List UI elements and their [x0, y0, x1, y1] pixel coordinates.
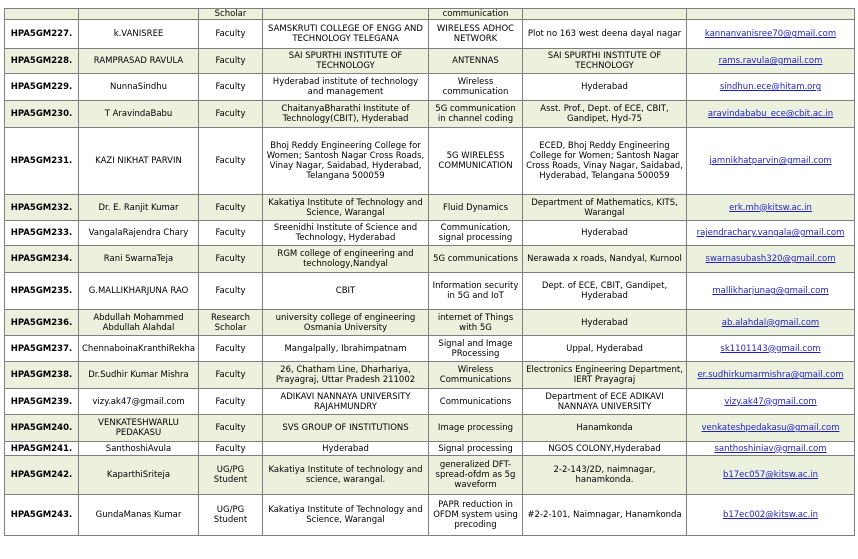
participant-email[interactable]: mallikharjunag@gmail.com — [687, 273, 855, 310]
participant-address: Electronics Engineering Department, IERT Prayagraj — [523, 362, 687, 389]
participant-email[interactable]: kannanvanisree70@gmail.com — [687, 20, 855, 49]
participant-designation: UG/PG Student — [199, 456, 263, 495]
participant-designation: Scholar — [199, 9, 263, 20]
participant-designation: Faculty — [199, 20, 263, 49]
participant-email[interactable]: sk1101143@gmail.com — [687, 336, 855, 362]
participant-email[interactable]: b17ec057@kitsw.ac.in — [687, 456, 855, 495]
participant-address: Plot no 163 west deena dayal nagar — [523, 20, 687, 49]
participant-id: HPA5GM227. — [5, 20, 79, 49]
participant-institution: SAMSKRUTI COLLEGE OF ENGG AND TECHNOLOGY TELEGANA — [263, 20, 429, 49]
participant-name: T AravindaBabu — [79, 101, 199, 128]
participant-institution: Kakatiya Institute of Technology and Science, Warangal — [263, 195, 429, 221]
participant-email[interactable]: b17ec002@kitsw.ac.in — [687, 495, 855, 536]
participant-id: HPA5GM233. — [5, 221, 79, 246]
participant-id: HPA5GM232. — [5, 195, 79, 221]
participant-email[interactable]: vizy.ak47@gmail.com — [687, 389, 855, 415]
participant-name: Dr. E. Ranjit Kumar — [79, 195, 199, 221]
participant-id: HPA5GM231. — [5, 128, 79, 195]
participant-institution: SVS GROUP OF INSTITUTIONS — [263, 415, 429, 442]
participant-institution: Mangalpally, Ibrahimpatnam — [263, 336, 429, 362]
participant-research-area: communication — [429, 9, 523, 20]
participant-id: HPA5GM238. — [5, 362, 79, 389]
participant-name: k.VANISREE — [79, 20, 199, 49]
participant-research-area: Wireless communication — [429, 74, 523, 101]
participant-designation: Faculty — [199, 195, 263, 221]
participant-institution: SAI SPURTHI INSTITUTE OF TECHNOLOGY — [263, 49, 429, 74]
participant-address: Hyderabad — [523, 74, 687, 101]
participant-designation: Faculty — [199, 415, 263, 442]
table-body — [5, 9, 855, 536]
table-row — [5, 74, 855, 101]
participant-address: #2-2-101, Naimnagar, Hanamkonda — [523, 495, 687, 536]
participant-email[interactable]: sindhun.ece@hitam.org — [687, 74, 855, 101]
participant-name: KAZI NIKHAT PARVIN — [79, 128, 199, 195]
participant-institution: Hyderabad — [263, 442, 429, 456]
participant-address: Asst. Prof., Dept. of ECE, CBIT, Gandipet, Hyd-75 — [523, 101, 687, 128]
participant-research-area: WIRELESS ADHOC NETWORK — [429, 20, 523, 49]
participant-institution: university college of engineering Osmania University — [263, 310, 429, 336]
table-row — [5, 456, 855, 495]
participant-email[interactable]: santhoshiniav@gmail.com — [687, 442, 855, 456]
participant-name: Dr.Sudhir Kumar Mishra — [79, 362, 199, 389]
participant-designation: Faculty — [199, 442, 263, 456]
participant-email[interactable]: venkateshpedakasu@gmail.com — [687, 415, 855, 442]
participant-research-area: Communication, signal processing — [429, 221, 523, 246]
participant-name: SanthoshiAvula — [79, 442, 199, 456]
table-row — [5, 415, 855, 442]
participant-name: G.MALLIKHARJUNA RAO — [79, 273, 199, 310]
participant-id: HPA5GM241. — [5, 442, 79, 456]
participant-email[interactable]: jamnikhatparvin@gmail.com — [687, 128, 855, 195]
participant-designation: Faculty — [199, 336, 263, 362]
table-row — [5, 273, 855, 310]
participant-designation: Faculty — [199, 74, 263, 101]
participant-id: HPA5GM236. — [5, 310, 79, 336]
participant-address: Hanamkonda — [523, 415, 687, 442]
participant-research-area: 5G WIRELESS COMMUNICATION — [429, 128, 523, 195]
participant-address: ECED, Bhoj Reddy Engineering College for Women; Santosh Nagar Cross Roads, Vinay Nagar, Saidabad, Hyderabad, Telangana 500059 — [523, 128, 687, 195]
participant-email[interactable]: ab.alahdal@gmail.com — [687, 310, 855, 336]
participant-address: NGOS COLONY,Hyderabad — [523, 442, 687, 456]
participant-address: SAI SPURTHI INSTITUTE OF TECHNOLOGY — [523, 49, 687, 74]
participant-institution: 26, Chatham Line, Dharhariya, Prayagraj, Uttar Pradesh 211002 — [263, 362, 429, 389]
participant-id: HPA5GM234. — [5, 246, 79, 273]
participant-id: HPA5GM235. — [5, 273, 79, 310]
participant-name — [79, 9, 199, 20]
participant-research-area: Signal and Image PRocessing — [429, 336, 523, 362]
table-row — [5, 221, 855, 246]
participant-address: Uppal, Hyderabad — [523, 336, 687, 362]
participant-research-area: 5G communication in channel coding — [429, 101, 523, 128]
participant-address: Department of Mathematics, KITS, Warangal — [523, 195, 687, 221]
participant-id: HPA5GM243. — [5, 495, 79, 536]
participant-institution: Bhoj Reddy Engineering College for Women; Santosh Nagar Cross Roads, Vinay Nagar, Saidabad, Hyderabad, Telangana 500059 — [263, 128, 429, 195]
participant-designation: Faculty — [199, 362, 263, 389]
participant-id: HPA5GM229. — [5, 74, 79, 101]
table-row — [5, 101, 855, 128]
participant-name: NunnaSindhu — [79, 74, 199, 101]
participant-research-area: Communications — [429, 389, 523, 415]
participant-name: vizy.ak47@gmail.com — [79, 389, 199, 415]
participant-designation: Faculty — [199, 246, 263, 273]
participant-research-area: generalized DFT-spread-ofdm as 5g waveform — [429, 456, 523, 495]
participant-institution: Hyderabad institute of technology and management — [263, 74, 429, 101]
participant-designation: Faculty — [199, 128, 263, 195]
participant-name: KaparthiSriteja — [79, 456, 199, 495]
participant-designation: Faculty — [199, 101, 263, 128]
participant-designation: Faculty — [199, 389, 263, 415]
participant-research-area: 5G communications — [429, 246, 523, 273]
participant-address — [523, 9, 687, 20]
participant-address: 2-2-143/2D, naimnagar, hanamkonda. — [523, 456, 687, 495]
table-row — [5, 246, 855, 273]
participant-name: ChennaboinaKranthiRekha — [79, 336, 199, 362]
participant-id: HPA5GM240. — [5, 415, 79, 442]
participants-table — [4, 8, 855, 536]
participant-email[interactable]: rajendrachary.vangala@gmail.com — [687, 221, 855, 246]
participant-email[interactable]: aravindababu_ece@cbit.ac.in — [687, 101, 855, 128]
participant-id: HPA5GM242. — [5, 456, 79, 495]
participant-name: VangalaRajendra Chary — [79, 221, 199, 246]
table-row — [5, 9, 855, 20]
participant-institution: ADIKAVI NANNAYA UNIVERSITY RAJAHMUNDRY — [263, 389, 429, 415]
participant-address: Department of ECE ADIKAVI NANNAYA UNIVERSITY — [523, 389, 687, 415]
table-row — [5, 495, 855, 536]
participant-research-area: Information security in 5G and IoT — [429, 273, 523, 310]
table-row — [5, 49, 855, 74]
participant-designation: Faculty — [199, 49, 263, 74]
table-row — [5, 310, 855, 336]
table-row — [5, 442, 855, 456]
participant-designation: Research Scholar — [199, 310, 263, 336]
table-row — [5, 336, 855, 362]
participant-email[interactable]: er.sudhirkumarmishra@gmail.com — [687, 362, 855, 389]
participant-id: HPA5GM230. — [5, 101, 79, 128]
participant-designation: Faculty — [199, 221, 263, 246]
participant-research-area: Image processing — [429, 415, 523, 442]
table-row — [5, 195, 855, 221]
participant-research-area: ANTENNAS — [429, 49, 523, 74]
participant-address: Hyderabad — [523, 221, 687, 246]
participant-email[interactable]: erk.mh@kitsw.ac.in — [687, 195, 855, 221]
participant-name: RAMPRASAD RAVULA — [79, 49, 199, 74]
participant-id: HPA5GM239. — [5, 389, 79, 415]
participant-institution: CBIT — [263, 273, 429, 310]
participant-address: Nerawada x roads, Nandyal, Kurnool — [523, 246, 687, 273]
participant-address: Dept. of ECE, CBIT, Gandipet, Hyderabad — [523, 273, 687, 310]
table-row — [5, 20, 855, 49]
participant-id: HPA5GM237. — [5, 336, 79, 362]
participant-institution: Kakatiya Institute of Technology and Science, Warangal — [263, 495, 429, 536]
participant-institution: RGM college of engineering and technology,Nandyal — [263, 246, 429, 273]
table-row — [5, 362, 855, 389]
participant-name: GundaManas Kumar — [79, 495, 199, 536]
participant-research-area: Fluid Dynamics — [429, 195, 523, 221]
participant-research-area: PAPR reduction in OFDM system using precoding — [429, 495, 523, 536]
participant-address: Hyderabad — [523, 310, 687, 336]
participant-name: Abdullah Mohammed Abdullah Alahdal — [79, 310, 199, 336]
participant-designation: Faculty — [199, 273, 263, 310]
participant-designation: UG/PG Student — [199, 495, 263, 536]
participant-name: VENKATESHWARLU PEDAKASU — [79, 415, 199, 442]
participant-research-area: Signal processing — [429, 442, 523, 456]
table-row — [5, 389, 855, 415]
participant-name: Rani SwarnaTeja — [79, 246, 199, 273]
table-row — [5, 128, 855, 195]
participant-institution: ChaitanyaBharathi Institute of Technology(CBIT), Hyderabad — [263, 101, 429, 128]
participant-research-area: Wireless Communications — [429, 362, 523, 389]
participant-institution — [263, 9, 429, 20]
participant-email[interactable]: rams.ravula@gmail.com — [687, 49, 855, 74]
participant-email[interactable]: swarnasubash320@gmail.com — [687, 246, 855, 273]
participant-institution: Kakatiya Institute of technology and science, warangal. — [263, 456, 429, 495]
participant-id: HPA5GM228. — [5, 49, 79, 74]
participant-research-area: internet of Things with 5G — [429, 310, 523, 336]
participant-id — [5, 9, 79, 20]
participant-email[interactable] — [687, 9, 855, 20]
participant-institution: Sreenidhi Institute of Science and Technology, Hyderabad — [263, 221, 429, 246]
